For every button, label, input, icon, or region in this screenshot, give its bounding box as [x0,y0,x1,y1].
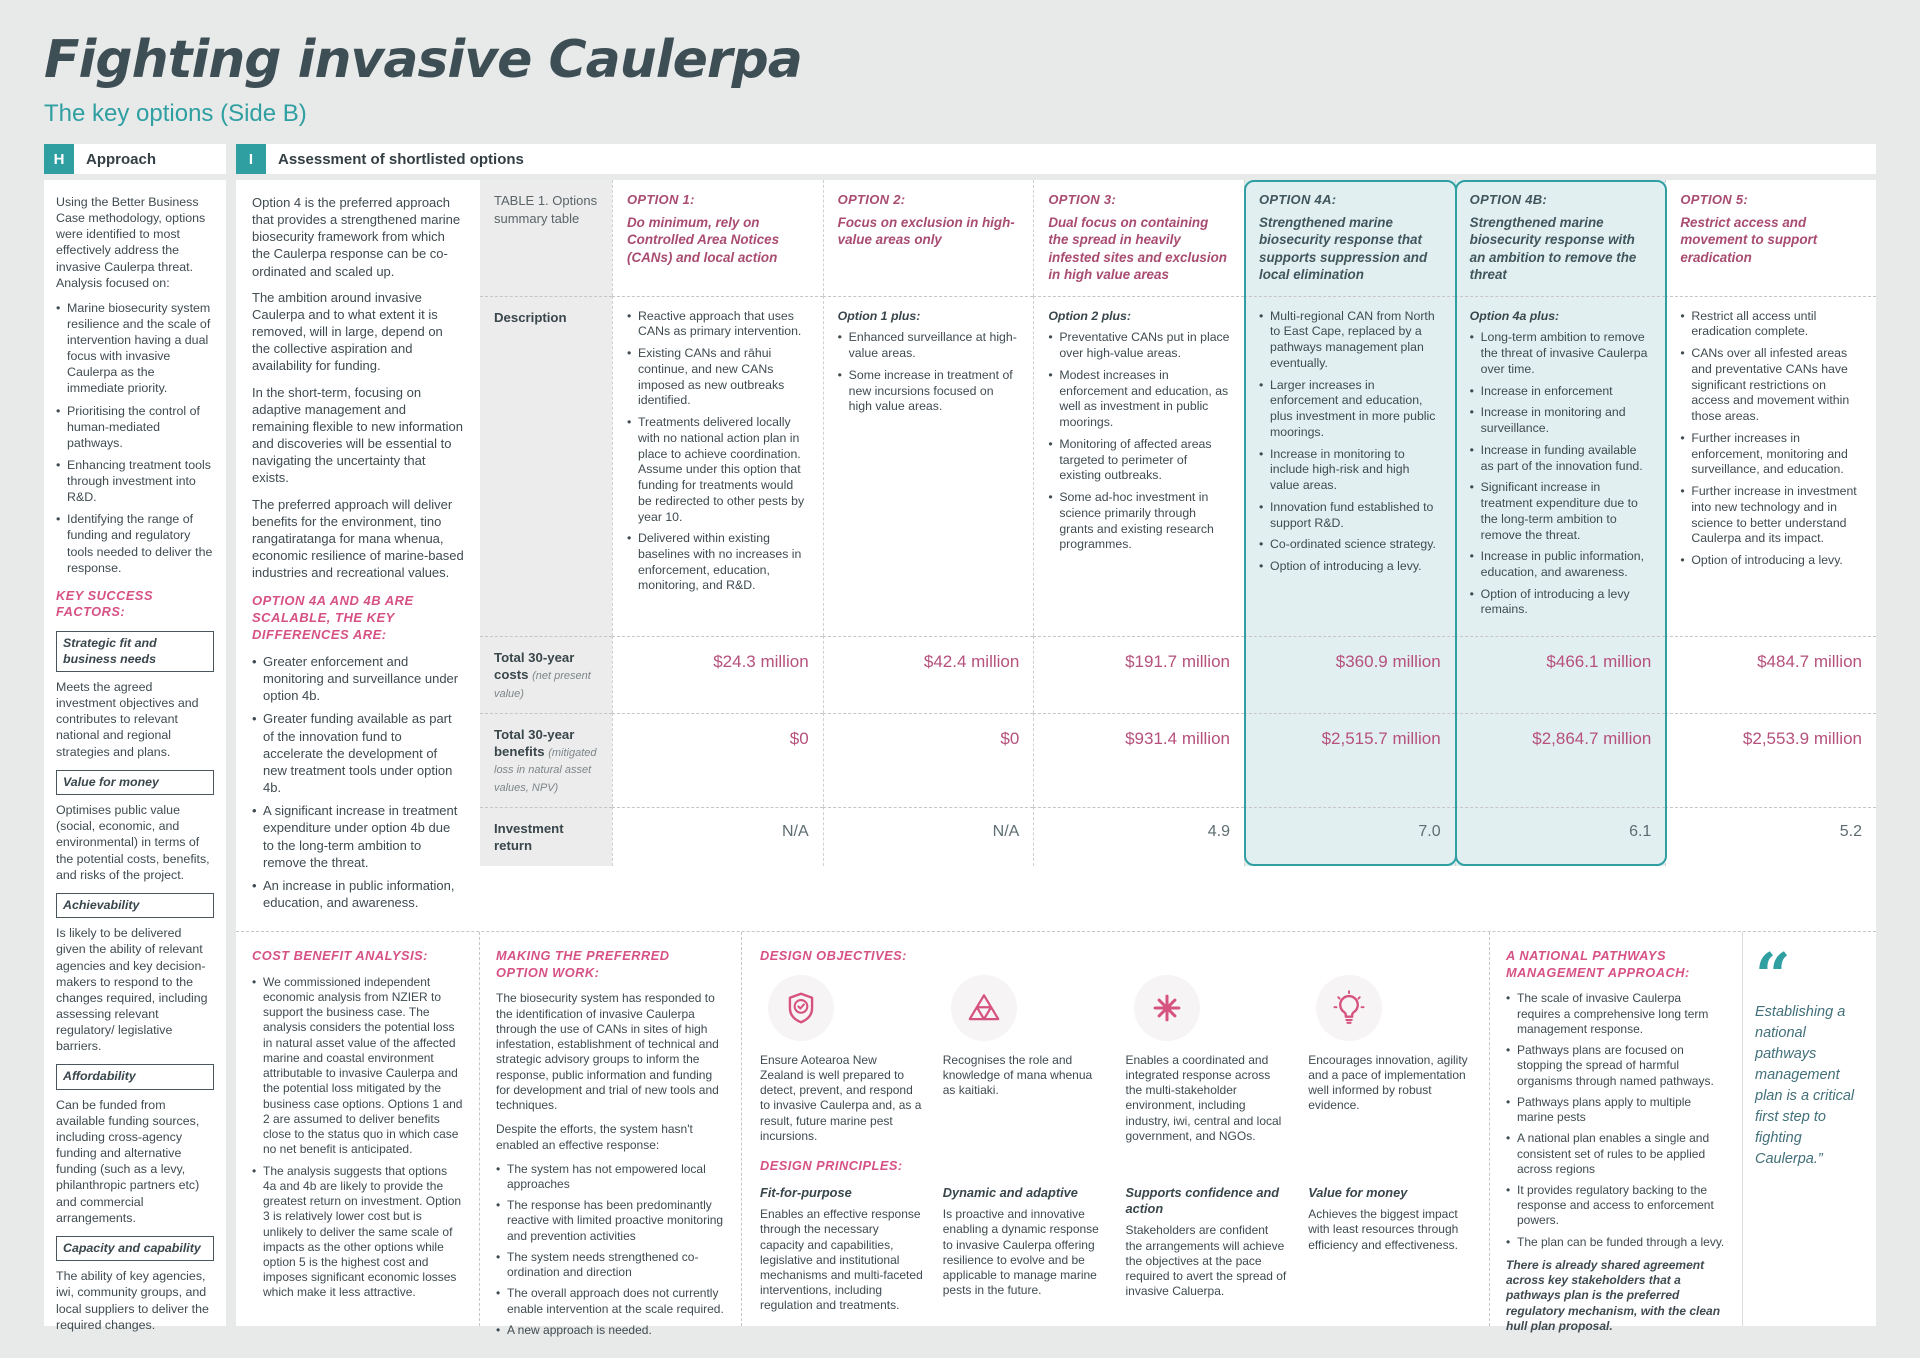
bullet-item: • Existing CANs and rāhui continue, and new CANs imposed as new outbreaks identified. [627,346,809,409]
bullet-item: • We commissioned independent economic analysis from NZIER to support the business case. The analysis considers the potential loss in natural asset value of the affected marine and coastal environment attributable to invasive Caulerpa and the potential loss mitigated by the business case options. Options 1 and 2 are assumed to deliver benefits close to the status quo in which case no net benefit is anticipated. [252,975,463,1158]
option-title: Do minimum, rely on Controlled Area Notices (CANs) and local action [627,215,780,265]
factor-capacity-capability [56,1236,214,1333]
approach-intro-bullets [56,300,214,576]
options-table-wrap [480,180,1876,931]
design-section [742,932,1490,1326]
option-bullets [1470,330,1652,618]
principle-confidence-action [1126,1185,1289,1314]
section-label-approach: Approach [86,150,157,168]
cba-bullets [252,975,463,1301]
principle-value-for-money [1308,1185,1471,1314]
option-4b-cost: $466.1 million [1455,636,1666,713]
design-principles-row [760,1185,1471,1314]
key-success-factors-heading: KEY SUCCESS FACTORS: [56,587,154,620]
bullet-item: • An increase in public information, education, and awareness. [252,877,464,911]
row-label-description: Description [480,296,612,636]
bullet-item: • A national plan enables a single and consistent set of rules to be applied across regions [1506,1131,1726,1177]
section-bar-approach [44,144,226,174]
making-para: Despite the efforts, the system hasn't enabled an effective response: [496,1122,693,1152]
option-bullets [1048,330,1230,553]
factor-text: The ability of key agencies, iwi, community groups, and local suppliers to deliver the required changes. [56,1269,209,1332]
section-badge-h: H [44,144,74,174]
option-1-cost: $24.3 million [612,636,823,713]
content-area [44,180,1876,1337]
bullet-item: • Greater enforcement and monitoring and surveillance under option 4b. [252,653,464,704]
preferred-para: The preferred approach will deliver benefits for the environment, tino rangatiratanga for mana whenua, economic resilience of marine-based industries and recreational values. [252,496,464,581]
objective-mana-whenua [943,975,1106,1144]
objective-innovation [1308,975,1471,1144]
row-label-text: Total 30-year benefits [494,726,575,760]
making-bullets [496,1162,725,1338]
option-3-benefit: $931.4 million [1033,713,1244,807]
bullet-item: • Enhanced surveillance at high-value areas. [838,330,1020,361]
option-4a-description [1244,296,1455,636]
option-4b-description [1455,296,1666,636]
preferred-para: In the short-term, focusing on adaptive management and remaining flexible to new information and discoveries will be essential to navigating the uncertainty that exists. [252,384,463,486]
option-4a-header [1244,180,1455,296]
factor-title: Strategic fit and business needs [56,631,214,672]
option-title: Focus on exclusion in high-value areas only [837,215,1015,248]
making-heading: MAKING THE PREFERRED OPTION WORK: [496,948,670,980]
page-title: Fighting invasive Caulerpa [44,30,802,90]
preferred-para: Option 4 is the preferred approach that provides a strengthened marine biosecurity framework from which the Caulerpa response can be co-ordinated and scaled up. [252,195,461,279]
bullet-item: • Option of introducing a levy. [1680,553,1862,569]
option-lead: Option 1 plus: [837,308,921,323]
option-title: Strengthened marine biosecurity response that supports suppression and local elimination [1259,215,1428,283]
bullet-item: • Restrict all access until eradication complete. [1680,309,1862,340]
principle-title: Value for money [1308,1184,1408,1200]
objective-text: Enables a coordinated and integrated response across the multi-stakeholder environment, including industry, iwi, central and local government, and NGOs. [1125,1052,1282,1143]
bullet-item: • Identifying the range of funding and regulatory tools needed to deliver the response. [56,511,214,576]
bullet-item: • The overall approach does not currently enable intervention at the scale required. [496,1286,725,1316]
option-4a-cost: $360.9 million [1244,636,1455,713]
factor-text: Optimises public value (social, economic, and environmental) in terms of the potential costs, benefits, and risks of the project. [56,803,210,882]
bullet-item: • Option of introducing a levy. [1259,559,1441,575]
bullet-item: • Pathways plans are focused on stopping the spread of harmful organisms through named pathways. [1506,1043,1726,1089]
design-objectives-row [760,975,1471,1144]
bullet-item: • Further increases in enforcement, monitoring and surveillance, and education. [1680,431,1862,478]
factor-affordability [56,1064,214,1226]
cba-heading: COST BENEFIT ANALYSIS: [252,948,428,964]
factor-achievability [56,893,214,1055]
bullet-item: • The response has been predominantly reactive with limited proactive monitoring and prevention activities [496,1198,725,1244]
woven-knot-icon [1134,975,1200,1041]
quote-card [1742,932,1876,1326]
bullet-item: • Increase in monitoring and surveillance. [1470,405,1652,436]
preferred-option-column [236,180,480,931]
approach-intro: Using the Better Business Case methodology, options were identified to most effectively address the invasive Caulerpa threat. Analysis focused on: [56,195,206,290]
quote-mark-icon: “ [1755,939,1791,1013]
option-1-header [612,180,823,296]
option-lead: Option 2 plus: [1048,308,1131,323]
option-2-description [823,296,1034,636]
table-caption: TABLE 1. Options summary table [480,180,612,296]
section-badge-i: I [236,144,266,174]
principle-text: Achieves the biggest impact with least resources through efficiency and effectiveness. [1308,1207,1459,1252]
section-bar-assessment [236,144,1876,174]
option-5-benefit: $2,553.9 million [1665,713,1876,807]
bullet-item: • Multi-regional CAN from North to East Cape, replaced by a pathways management plan eventually. [1259,309,1441,372]
objective-coordination [1126,975,1289,1144]
bullet-item: • Pathways plans apply to multiple marine pests [1506,1095,1726,1125]
factor-title: Achievability [56,893,214,919]
section-label-assessment: Assessment of shortlisted options [278,150,524,168]
approach-column [44,180,226,1332]
preferred-para: The ambition around invasive Caulerpa and to what extent it is removed, will in large, depend on the collective aspiration and availability for funding. [252,289,443,374]
option-bullets [1259,309,1441,575]
option-4b-benefit: $2,864.7 million [1455,713,1666,807]
bullet-item: • Co-ordinated science strategy. [1259,537,1441,553]
pathways-heading: A NATIONAL PATHWAYS MANAGEMENT APPROACH: [1506,948,1690,980]
bullet-item: • Increase in public information, education, and awareness. [1470,549,1652,580]
bullet-item: • Larger increases in enforcement and education, plus investment in more public moorings. [1259,378,1441,441]
option-5-header [1665,180,1876,296]
option-bullets [627,309,809,594]
lightbulb-icon [1316,975,1382,1041]
bullet-item: • Reactive approach that uses CANs as primary intervention. [627,309,809,340]
objective-text: Recognises the role and knowledge of mana whenua as kaitiaki. [942,1052,1093,1098]
factor-value-for-money [56,770,214,883]
row-label-benefits [480,713,612,807]
making-para: The biosecurity system has responded to the identification of invasive Caulerpa through the use of CANs in sites of high infestation, establishment of technical and strategic advisory groups to inform the response, public information and funding for development and trial of new tools and techniques. [496,991,719,1113]
principle-text: Stakeholders are confident the arrangements will achieve the objectives at the pace required to avert the spread of invasive Caluerpa. [1125,1223,1287,1299]
factor-title: Affordability [56,1064,214,1090]
factor-text: Can be funded from available funding sources, including cross-agency funding and alternative funding (such as a levy, philanthropic partners etc) and commercial arrangements. [56,1097,200,1225]
factor-text: Meets the agreed investment objectives and contributes to relevant national and regional strategies and plans. [56,680,199,759]
option-3-description [1033,296,1244,636]
bullet-item: • Treatments delivered locally with no national action plan in place to achieve coordination. Assume under this option that funding for treatments would be redirected to other pests by year 10. [627,415,809,525]
bullet-item: • Further increase in investment into new technology and in science to better understand Caulerpa and its impact. [1680,484,1862,547]
option-id: OPTION 3: [1048,192,1117,207]
shield-check-icon [768,975,834,1041]
principle-text: Enables an effective response through the necessary capacity and capabilities, legislative and institutional mechanisms and multi-faceted interventions, including regulation and treatments. [760,1207,923,1313]
bullet-item: • Greater funding available as part of the innovation fund to accelerate the development of new treatment tools under option 4b. [252,710,464,796]
principle-text: Is proactive and innovative enabling a dynamic response to invasive Caulerpa offering resilience to evolve and be applicable to manage marine pests in the future. [942,1207,1099,1298]
bullet-item: • Enhancing treatment tools through investment into R&D. [56,457,214,505]
option-title: Dual focus on containing the spread in heavily infested sites and exclusion in high value areas [1048,215,1227,283]
option-1-description [612,296,823,636]
option-2-benefit: $0 [823,713,1034,807]
bullet-item: • Some ad-hoc investment in science primarily through grants and existing research programmes. [1048,490,1230,553]
option-3-cost: $191.7 million [1033,636,1244,713]
bullet-item: • The scale of invasive Caulerpa requires a comprehensive long term management response. [1506,991,1726,1037]
principle-title: Supports confidence and action [1125,1184,1280,1217]
factor-title: Capacity and capability [56,1236,214,1262]
option-title: Strengthened marine biosecurity response with an ambition to remove the threat [1469,215,1637,283]
option-2-return: N/A [823,807,1034,866]
bullet-item: • A new approach is needed. [496,1323,725,1338]
option-id: OPTION 4B: [1469,192,1548,207]
row-label-note: (mitigated loss in natural asset values, NPV) [494,747,597,794]
objective-text: Encourages innovation, agility and a pace of implementation well informed by robust evidence. [1308,1052,1468,1113]
option-id: OPTION 2: [837,192,906,207]
option-2-header [823,180,1034,296]
bullet-item: • Delivered within existing baselines with no increases in enforcement, education, monitoring, and R&D. [627,531,809,594]
bullet-item: • Innovation fund established to support R&D. [1259,500,1441,531]
option-bullets [838,330,1020,415]
scalable-heading: OPTION 4A AND 4B ARE SCALABLE, THE KEY DIFFERENCES ARE: [252,593,414,643]
assessment-bottom [236,931,1876,1337]
bullet-item: • It provides regulatory backing to the response and access to enforcement powers. [1506,1183,1726,1229]
design-objectives-heading: DESIGN OBJECTIVES: [760,948,907,964]
option-id: OPTION 1: [627,192,695,207]
factor-text: Is likely to be delivered given the ability of relevant agencies and key decision-makers to respond to the changes required, including assessing relevant regulatory/ legislative barriers. [56,926,208,1054]
bullet-item: • Increase in monitoring to include high-risk and high value areas. [1259,447,1441,494]
bullet-item: • Marine biosecurity system resilience and the scale of intervention having a dual focus with invasive Caulerpa as the immediate priority. [56,300,214,397]
cost-benefit-analysis-section [236,932,480,1326]
option-bullets [1680,309,1862,569]
triangle-pattern-icon [951,975,1017,1041]
bullet-item: • CANs over all infested areas and preventative CANs have significant restrictions on access and movement within those areas. [1680,346,1862,425]
quote-text: Establishing a national pathways management plan is a critical first step to fighting Caulerpa.” [1755,1004,1855,1168]
bullet-item: • Modest increases in enforcement and education, as well as investment in public moorings. [1048,368,1230,431]
making-it-work-section [480,932,742,1337]
bullet-item: • The plan can be funded through a levy. [1506,1235,1726,1250]
principle-dynamic-adaptive [943,1185,1106,1314]
assessment-panel [236,180,1876,1337]
objective-text: Ensure Aotearoa New Zealand is well prepared to detect, prevent, and respond to invasive Caulerpa and, as a result, future marine pest incursions. [760,1052,922,1143]
option-2-cost: $42.4 million [823,636,1034,713]
option-4b-return: 6.1 [1455,807,1666,866]
pathways-bullets [1506,991,1726,1250]
bullet-item: • Long-term ambition to remove the threat of invasive Caulerpa over time. [1470,330,1652,377]
bullet-item: • The system needs strengthened co-ordination and direction [496,1250,725,1280]
option-id: OPTION 5: [1680,192,1749,207]
bullet-item: • Increase in enforcement [1470,384,1652,400]
scalable-bullets [252,653,464,911]
option-3-header [1033,180,1244,296]
bullet-item: • A significant increase in treatment expenditure under option 4b due to the long-term ambition to remove the threat. [252,802,464,871]
option-3-return: 4.9 [1033,807,1244,866]
option-4b-header [1455,180,1666,296]
row-label-note: (net present value) [494,670,591,700]
option-id: OPTION 4A: [1259,192,1337,207]
option-5-description [1665,296,1876,636]
option-title: Restrict access and movement to support eradication [1680,215,1818,265]
bullet-item: • Significant increase in treatment expenditure due to the long-term ambition to remove the threat. [1470,480,1652,543]
assessment-top [236,180,1876,931]
option-lead: Option 4a plus: [1469,308,1560,323]
options-summary-table [480,180,1876,866]
row-label-text: Total 30-year costs [494,650,575,683]
option-1-benefit: $0 [612,713,823,807]
pathways-note: There is already shared agreement across key stakeholders that a pathways plan is the preferred regulatory mechanism, with the clean hull plan proposal. [1506,1257,1721,1333]
bullet-item: • The system has not empowered local approaches [496,1162,725,1192]
bullet-item: • Monitoring of affected areas targeted to perimeter of existing outbreaks. [1048,437,1230,484]
principle-title: Fit-for-purpose [760,1184,852,1200]
option-1-return: N/A [612,807,823,866]
design-principles-heading: DESIGN PRINCIPLES: [760,1158,903,1174]
bullet-item: • Preventative CANs put in place over high-value areas. [1048,330,1230,361]
bullet-item: • Prioritising the control of human-mediated pathways. [56,403,214,451]
row-label-investment-return: Investment return [480,807,612,866]
option-4a-return: 7.0 [1244,807,1455,866]
bullet-item: • Option of introducing a levy remains. [1470,587,1652,618]
factor-title: Value for money [56,770,214,796]
national-pathways-section [1490,932,1742,1333]
option-4a-benefit: $2,515.7 million [1244,713,1455,807]
page-subtitle: The key options (Side B) [44,100,307,127]
bullet-item: • Some increase in treatment of new incursions focused on high value areas. [838,368,1020,415]
bullet-item: • The analysis suggests that options 4a and 4b are likely to provide the greatest return on investment. Option 3 is relatively lower cost but is unlikely to deliver the same scale of impacts as the other options while option 5 is the highest cost and imposes significant economic losses which make it less attractive. [252,1164,463,1301]
principle-fit-for-purpose [760,1185,923,1314]
factor-strategic-fit [56,631,214,760]
principle-title: Dynamic and adaptive [942,1184,1078,1200]
row-label-costs [480,636,612,713]
option-5-cost: $484.7 million [1665,636,1876,713]
section-bars [44,144,1876,174]
option-5-return: 5.2 [1665,807,1876,866]
bullet-item: • Increase in funding available as part of the innovation fund. [1470,443,1652,474]
objective-preparedness [760,975,923,1144]
